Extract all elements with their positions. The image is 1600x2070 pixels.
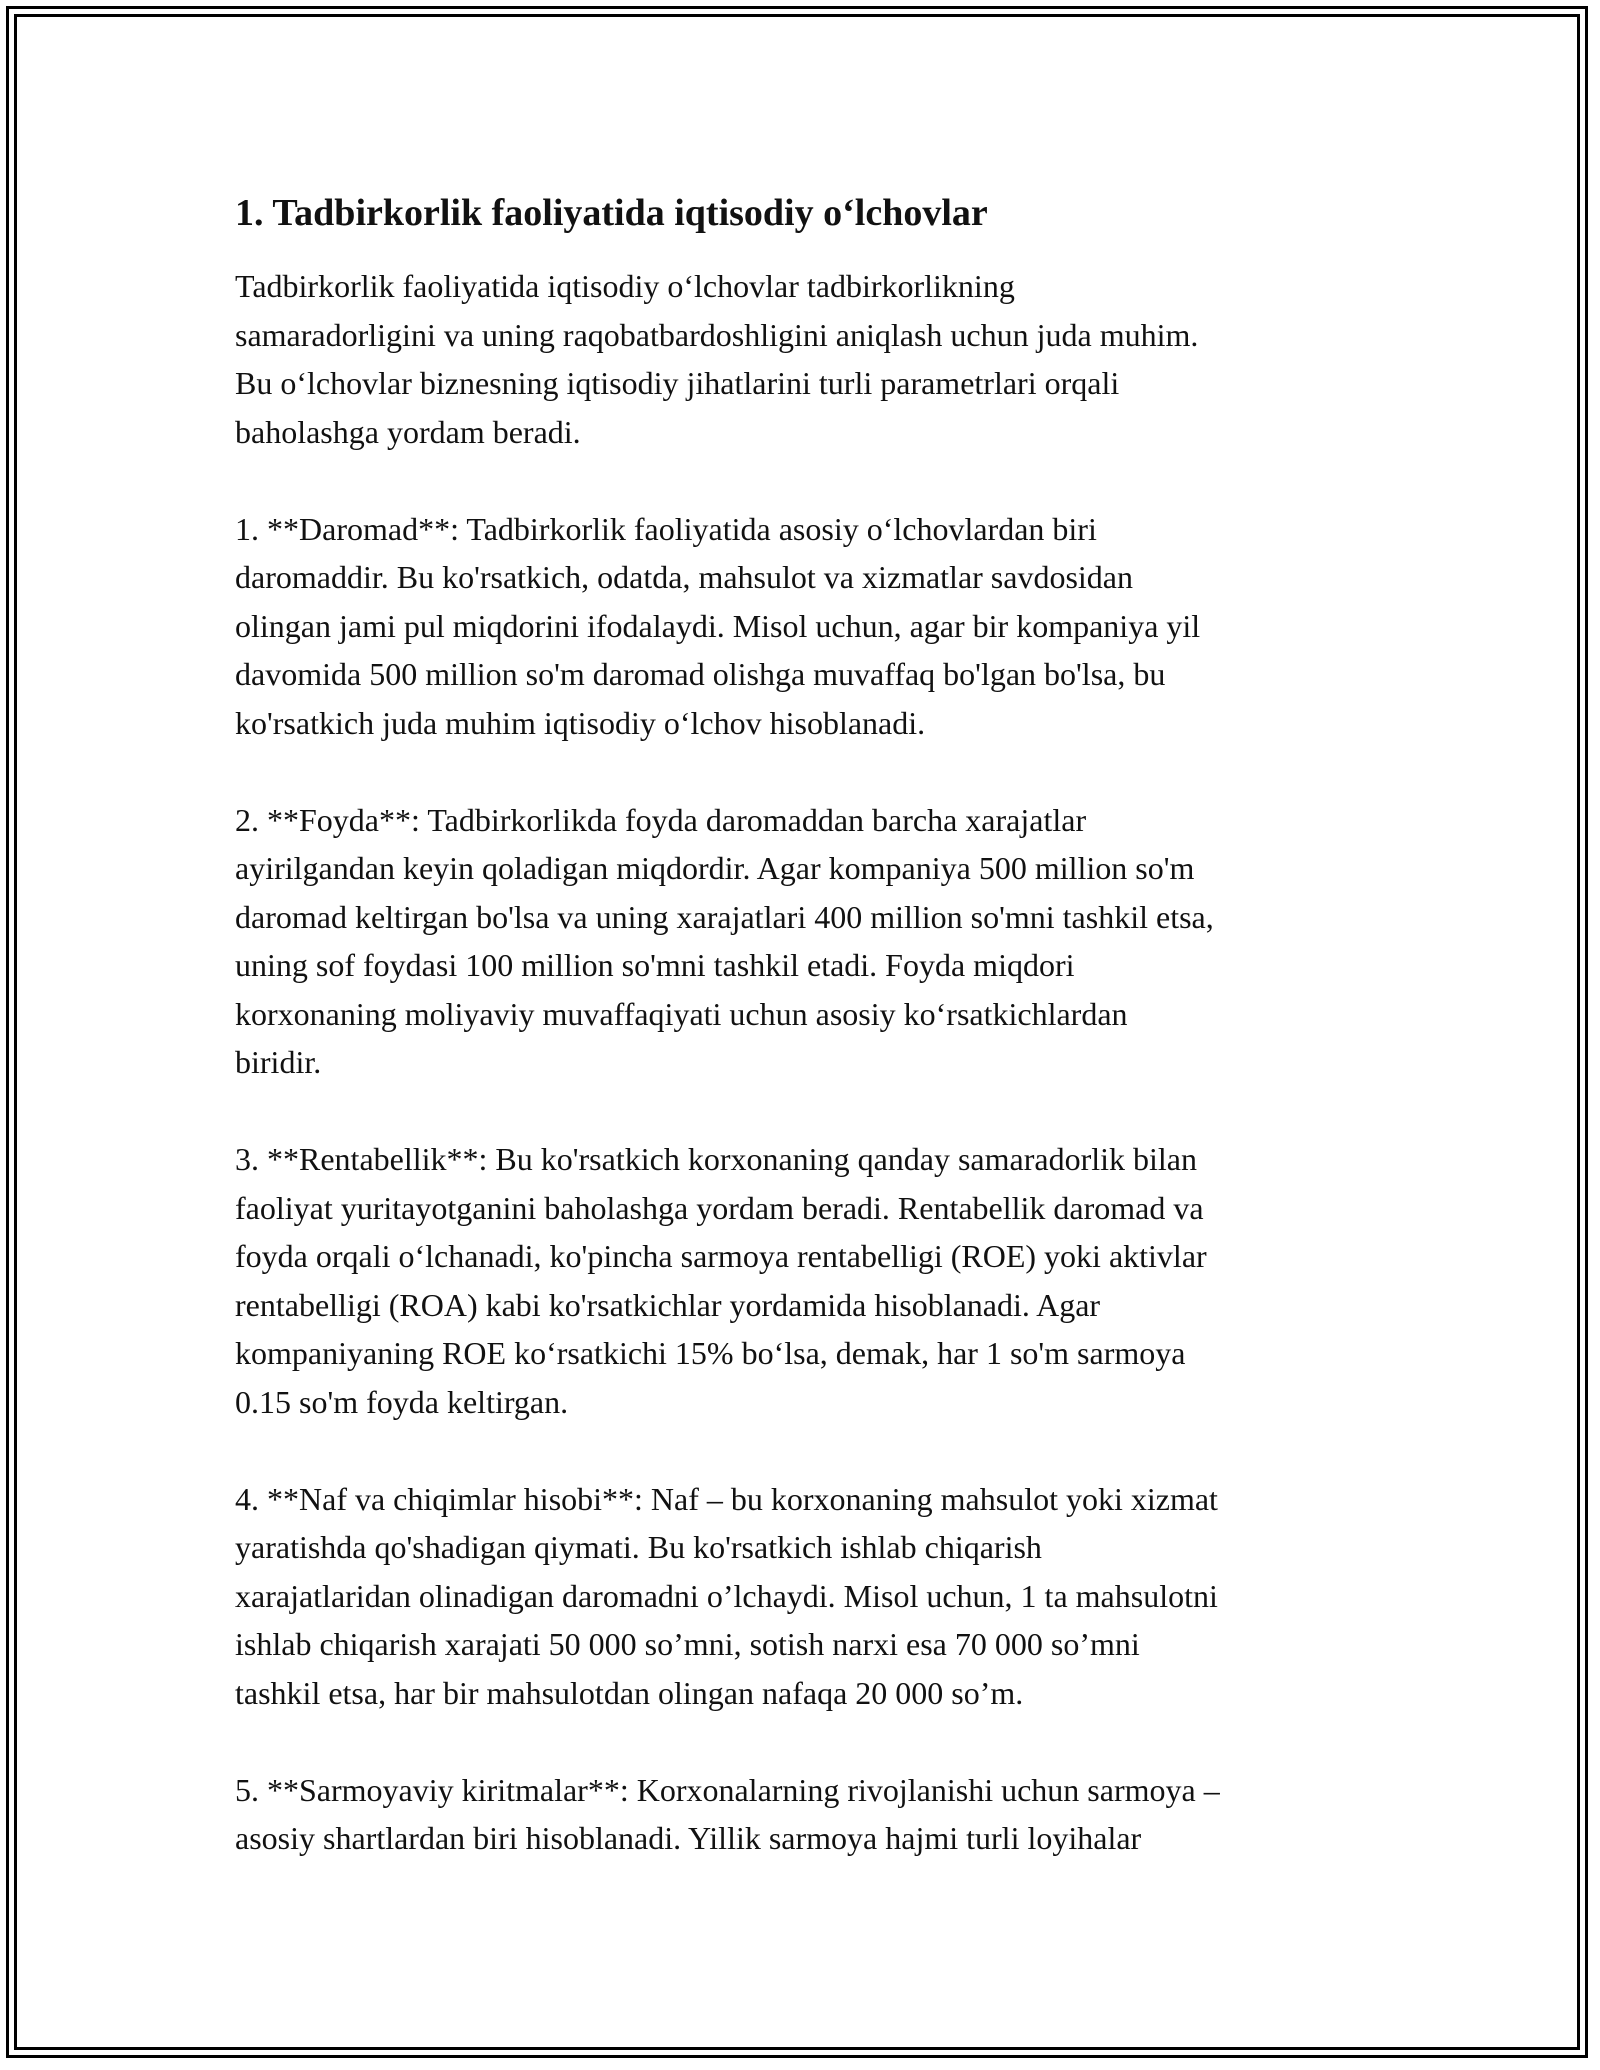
- daromad-paragraph: [235, 505, 1365, 748]
- text-line: asosiy shartlardan biri hisoblanadi. Yillik sarmoya hajmi turli loyihalar: [235, 1820, 1142, 1856]
- text-line: daromaddir. Bu ko'rsatkich, odatda, mahsulot va xizmatlar savdosidan: [235, 559, 1133, 595]
- text-line: 5. **Sarmoyaviy kiritmalar**: Korxonalarning rivojlanishi uchun sarmoya –: [235, 1771, 1220, 1808]
- text-line: faoliyat yuritayotganini baholashga yordam beradi. Rentabellik daromad va: [235, 1189, 1204, 1226]
- naf-paragraph: [235, 1475, 1365, 1718]
- foyda-paragraph: [235, 796, 1365, 1087]
- text-line: foyda orqali o‘lchanadi, ko'pincha sarmoya rentabelligi (ROE) yoki aktivlar: [235, 1238, 1207, 1274]
- text-line: samaradorligini va uning raqobatbardoshligini aniqlash uchun juda muhim.: [235, 316, 1199, 353]
- document-body: [235, 186, 1365, 1911]
- intro-paragraph: [235, 262, 1365, 456]
- text-line: xarajatlaridan olinadigan daromadni o’lchaydi. Misol uchun, 1 ta mahsulotni: [235, 1577, 1218, 1614]
- text-line: olingan jami pul miqdorini ifodalaydi. Misol uchun, agar bir kompaniya yil: [235, 607, 1201, 644]
- text-line: uning sof foydasi 100 million so'mni tashkil etadi. Foyda miqdori: [235, 947, 1075, 983]
- text-line: kompaniyaning ROE ko‘rsatkichi 15% bo‘lsa, demak, har 1 so'm sarmoya: [235, 1335, 1186, 1371]
- text-line: yaratishda qo'shadigan qiymati. Bu ko'rsatkich ishlab chiqarish: [235, 1529, 1042, 1565]
- text-line: 0.15 so'm foyda keltirgan.: [235, 1383, 569, 1420]
- text-line: daromad keltirgan bo'lsa va uning xarajatlari 400 million so'mni tashkil etsa,: [235, 898, 1214, 935]
- text-line: ko'rsatkich juda muhim iqtisodiy o‘lchov hisoblanadi.: [235, 704, 926, 741]
- text-line: 4. **Naf va chiqimlar hisobi**: Naf – bu korxonaning mahsulot yoki xizmat: [235, 1480, 1218, 1517]
- text-line: 2. **Foyda**: Tadbirkorlikda foyda daromaddan barcha xarajatlar: [235, 801, 1087, 838]
- text-line: rentabelligi (ROA) kabi ko'rsatkichlar yordamida hisoblanadi. Agar: [235, 1286, 1101, 1323]
- text-line: davomida 500 million so'm daromad olishga muvaffaq bo'lgan bo'lsa, bu: [235, 656, 1166, 692]
- rentabellik-paragraph: [235, 1135, 1365, 1426]
- text-line: biridir.: [235, 1044, 322, 1080]
- text-line: korxonaning moliyaviy muvaffaqiyati uchun asosiy ko‘rsatkichlardan: [235, 995, 1128, 1032]
- text-line: baholashga yordam beradi.: [235, 413, 581, 450]
- text-line: 1. **Daromad**: Tadbirkorlik faoliyatida asosiy o‘lchovlardan biri: [235, 510, 1097, 547]
- text-line: ayirilgandan keyin qoladigan miqdordir. Agar kompaniya 500 million so'm: [235, 850, 1195, 886]
- text-line: ishlab chiqarish xarajati 50 000 so’mni, sotish narxi esa 70 000 so’mni: [235, 1626, 1140, 1662]
- text-line: Tadbirkorlik faoliyatida iqtisodiy o‘lchovlar tadbirkorlikning: [235, 268, 1015, 304]
- text-line: tashkil etsa, har bir mahsulotdan olingan nafaqa 20 000 so’m.: [235, 1674, 1024, 1711]
- text-line: Bu o‘lchovlar biznesning iqtisodiy jihatlarini turli parametrlari orqali: [235, 365, 1120, 401]
- sarmoya-paragraph: [235, 1766, 1365, 1863]
- text-line: 3. **Rentabellik**: Bu ko'rsatkich korxonaning qanday samaradorlik bilan: [235, 1141, 1197, 1177]
- page-title: 1. Tadbirkorlik faoliyatida iqtisodiy o‘lchovlar: [235, 192, 988, 234]
